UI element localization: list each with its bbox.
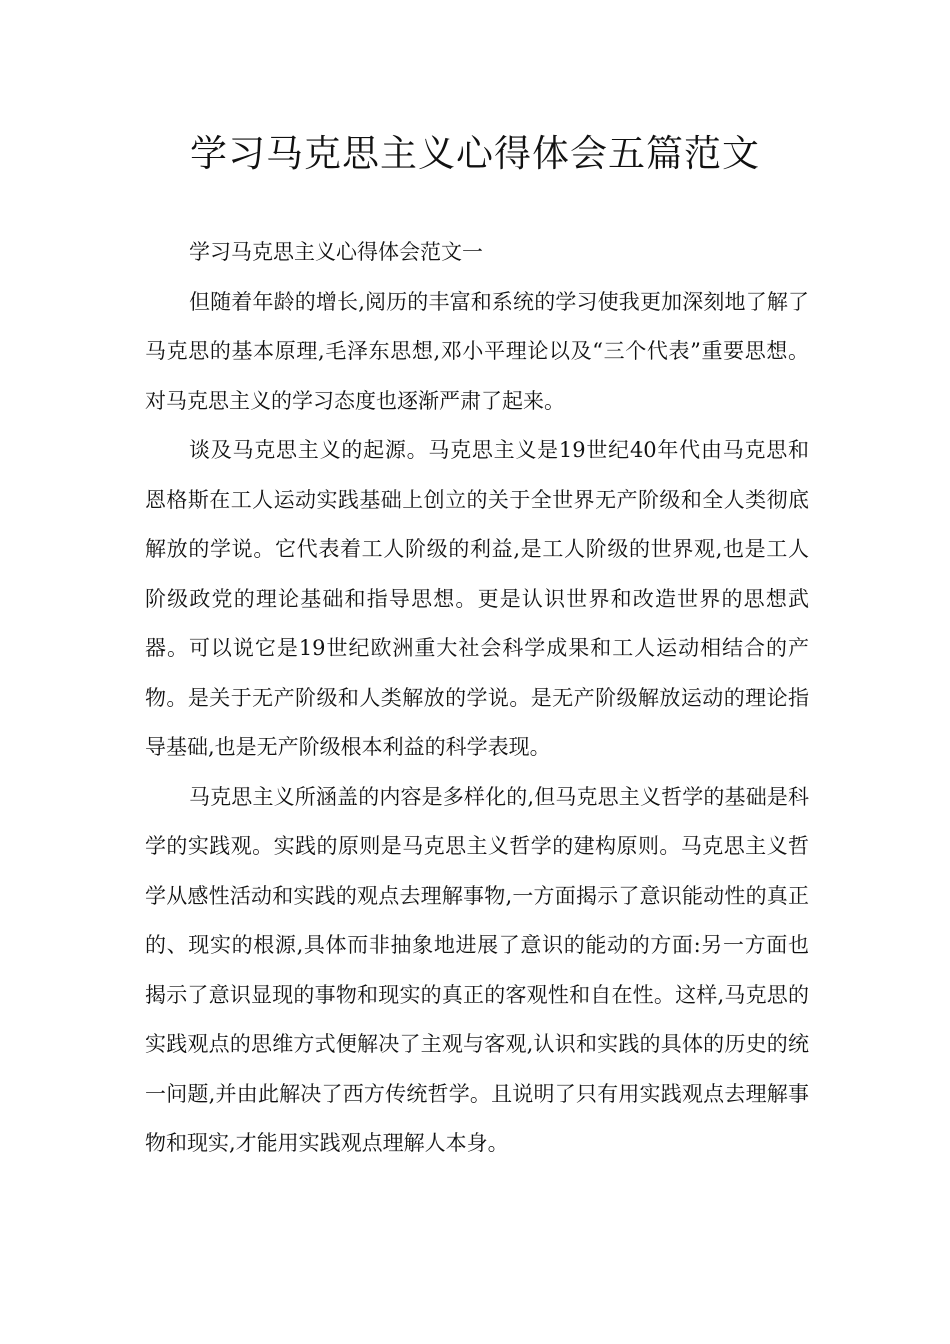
section-heading: 学习马克思主义心得体会范文一: [189, 240, 483, 264]
document-body: [145, 228, 809, 1169]
document-title: 学习马克思主义心得体会五篇范文: [190, 132, 760, 175]
paragraph-3: 马克思主义所涵盖的内容是多样化的,但马克思主义哲学的基础是科学的实践观。实践的原则是马克思主义哲学的建构原则。马克思主义哲学从感性活动和实践的观点去理解事物,一方面揭示了意识能动性的真正的、现实的根源,具体而非抽象地进展了意识的能动的方面:另一方面也揭示了意识显现的事物和现实的真正的客观性和自在性。这样,马克思的实践观点的思维方式便解决了主观与客观,认识和实践的具体的历史的统一问题,并由此解决了西方传统哲学。且说明了只有用实践观点去理解事物和现实,才能用实践观点理解人本身。: [145, 784, 809, 1155]
paragraph-1: 但随着年龄的增长,阅历的丰富和系统的学习使我更加深刻地了解了马克思的基本原理,毛泽东思想,邓小平理论以及“三个代表”重要思想。对马克思主义的学习态度也逐渐严肃了起来。: [145, 289, 809, 413]
paragraph-2: 谈及马克思主义的起源。马克思主义是19世纪40年代由马克思和恩格斯在工人运动实践基础上创立的关于全世界无产阶级和全人类彻底解放的学说。它代表着工人阶级的利益,是工人阶级的世界观,也是工人阶级政党的理论基础和指导思想。更是认识世界和改造世界的思想武器。可以说它是19世纪欧洲重大社会科学成果和工人运动相结合的产物。是关于无产阶级和人类解放的学说。是无产阶级解放运动的理论指导基础,也是无产阶级根本利益的科学表现。: [145, 438, 809, 759]
